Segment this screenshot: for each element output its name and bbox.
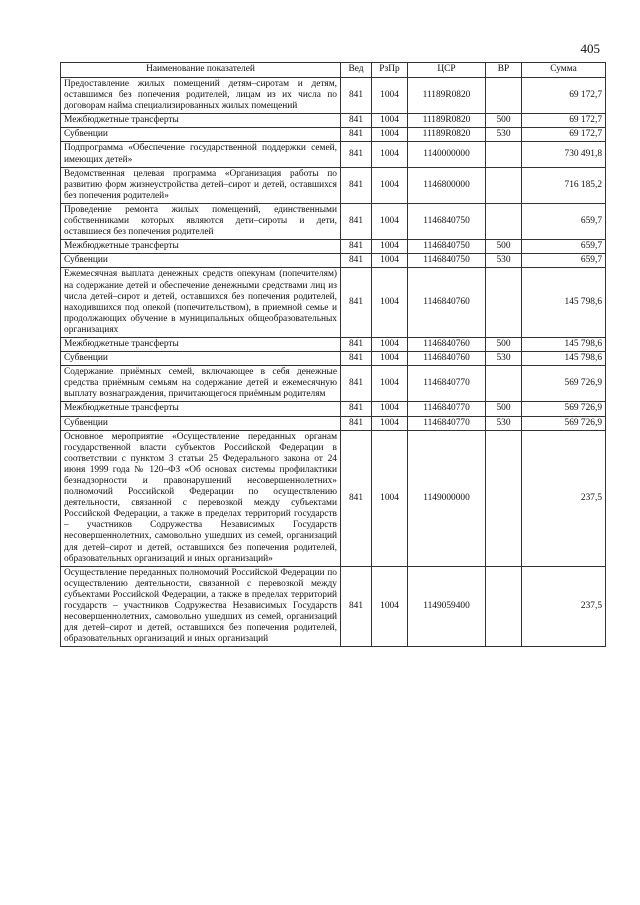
row-vr: 530 bbox=[486, 254, 522, 268]
row-csr: 1146840770 bbox=[408, 402, 486, 416]
row-ved: 841 bbox=[341, 128, 372, 142]
row-rzpr: 1004 bbox=[372, 240, 408, 254]
table-row bbox=[61, 240, 606, 254]
row-vr: 500 bbox=[486, 337, 522, 351]
row-name: Предоставление жилых помещений детям–сиротам и детям, оставшимся без попечения родителей, лицам из их числа по договорам найма специализированных жилых помещений bbox=[61, 78, 341, 114]
row-csr: 1140000000 bbox=[408, 142, 486, 167]
row-sum: 716 185,2 bbox=[522, 167, 606, 203]
page-number: 405 bbox=[580, 41, 600, 56]
row-csr: 11189R0820 bbox=[408, 114, 486, 128]
row-sum: 659,7 bbox=[522, 240, 606, 254]
header-ved: Вед bbox=[341, 63, 372, 78]
row-name: Межбюджетные трансферты bbox=[61, 240, 341, 254]
row-sum: 145 798,6 bbox=[522, 337, 606, 351]
row-name: Субвенции bbox=[61, 352, 341, 366]
row-vr bbox=[486, 268, 522, 338]
row-vr bbox=[486, 142, 522, 167]
row-csr: 1146840770 bbox=[408, 416, 486, 430]
row-ved: 841 bbox=[341, 114, 372, 128]
row-name: Межбюджетные трансферты bbox=[61, 114, 341, 128]
table-row bbox=[61, 352, 606, 366]
row-ved: 841 bbox=[341, 142, 372, 167]
row-rzpr: 1004 bbox=[372, 366, 408, 402]
row-sum: 145 798,6 bbox=[522, 268, 606, 338]
row-name: Подпрограмма «Обеспечение государственной поддержки семей, имеющих детей» bbox=[61, 142, 341, 167]
row-csr: 1146840770 bbox=[408, 366, 486, 402]
header-sum: Сумма bbox=[522, 63, 606, 78]
table-row bbox=[61, 142, 606, 167]
row-rzpr: 1004 bbox=[372, 566, 408, 647]
row-rzpr: 1004 bbox=[372, 416, 408, 430]
row-vr: 530 bbox=[486, 352, 522, 366]
table-row bbox=[61, 78, 606, 114]
row-sum: 659,7 bbox=[522, 203, 606, 239]
row-name: Субвенции bbox=[61, 416, 341, 430]
row-rzpr: 1004 bbox=[372, 352, 408, 366]
row-rzpr: 1004 bbox=[372, 203, 408, 239]
table-row bbox=[61, 566, 606, 647]
row-name: Субвенции bbox=[61, 128, 341, 142]
header-name: Наименование показателей bbox=[61, 63, 341, 78]
row-vr bbox=[486, 366, 522, 402]
row-sum: 69 172,7 bbox=[522, 114, 606, 128]
row-sum: 569 726,9 bbox=[522, 416, 606, 430]
table-row bbox=[61, 114, 606, 128]
budget-table bbox=[60, 62, 606, 647]
row-vr: 500 bbox=[486, 114, 522, 128]
row-csr: 1149000000 bbox=[408, 430, 486, 566]
row-vr: 530 bbox=[486, 416, 522, 430]
row-vr bbox=[486, 167, 522, 203]
row-name: Субвенции bbox=[61, 254, 341, 268]
row-name: Ежемесячная выплата денежных средств опекунам (попечителям) на содержание детей и обеспечение денежными средствами лиц из числа детей–сирот и детей, оставшихся без попечения родителей, находившихся под опекой (попечительством), в приемной семье и продолжающих обучение в муниципальных общеобразовательных организациях bbox=[61, 268, 341, 338]
row-sum: 730 491,8 bbox=[522, 142, 606, 167]
row-rzpr: 1004 bbox=[372, 167, 408, 203]
row-vr bbox=[486, 430, 522, 566]
row-sum: 145 798,6 bbox=[522, 352, 606, 366]
table-header-row bbox=[61, 63, 606, 78]
table-row bbox=[61, 366, 606, 402]
row-rzpr: 1004 bbox=[372, 114, 408, 128]
row-ved: 841 bbox=[341, 78, 372, 114]
row-rzpr: 1004 bbox=[372, 254, 408, 268]
table-row bbox=[61, 128, 606, 142]
row-vr: 500 bbox=[486, 240, 522, 254]
row-vr: 530 bbox=[486, 128, 522, 142]
row-csr: 11189R0820 bbox=[408, 78, 486, 114]
row-name: Содержание приёмных семей, включающее в себя денежные средства приёмным семьям на содержание детей и ежемесячную выплату вознаграждения, причитающегося приёмным родителям bbox=[61, 366, 341, 402]
row-csr: 1146840750 bbox=[408, 240, 486, 254]
table-row bbox=[61, 268, 606, 338]
row-ved: 841 bbox=[341, 240, 372, 254]
row-csr: 1146840760 bbox=[408, 268, 486, 338]
row-name: Осуществление переданных полномочий Российской Федерации по осуществлению деятельности, связанной с перевозкой между субъектами Российской Федерации, а также в пределах территорий государств – участников Содружества Независимых Государств несовершеннолетних, самовольно ушедших из семей, организаций для детей–сирот и детей, оставшихся без попечения родителей, образовательных организаций и иных организаций bbox=[61, 566, 341, 647]
row-csr: 1149059400 bbox=[408, 566, 486, 647]
row-csr: 1146840750 bbox=[408, 203, 486, 239]
row-name: Ведомственная целевая программа «Организация работы по развитию форм жизнеустройства детей–сирот и детей, оставшихся без попечения родителей» bbox=[61, 167, 341, 203]
row-sum: 237,5 bbox=[522, 566, 606, 647]
row-sum: 69 172,7 bbox=[522, 128, 606, 142]
header-rzpr: РзПр bbox=[372, 63, 408, 78]
table-row bbox=[61, 254, 606, 268]
row-sum: 69 172,7 bbox=[522, 78, 606, 114]
table-row bbox=[61, 337, 606, 351]
row-ved: 841 bbox=[341, 430, 372, 566]
table-row bbox=[61, 416, 606, 430]
table-row bbox=[61, 167, 606, 203]
row-sum: 237,5 bbox=[522, 430, 606, 566]
table-row bbox=[61, 203, 606, 239]
row-ved: 841 bbox=[341, 268, 372, 338]
row-ved: 841 bbox=[341, 352, 372, 366]
row-sum: 659,7 bbox=[522, 254, 606, 268]
row-ved: 841 bbox=[341, 254, 372, 268]
row-rzpr: 1004 bbox=[372, 430, 408, 566]
row-rzpr: 1004 bbox=[372, 78, 408, 114]
row-rzpr: 1004 bbox=[372, 268, 408, 338]
row-ved: 841 bbox=[341, 402, 372, 416]
row-name: Межбюджетные трансферты bbox=[61, 402, 341, 416]
row-csr: 1146840750 bbox=[408, 254, 486, 268]
table-row bbox=[61, 402, 606, 416]
row-vr bbox=[486, 203, 522, 239]
row-csr: 11189R0820 bbox=[408, 128, 486, 142]
row-csr: 1146840760 bbox=[408, 337, 486, 351]
row-sum: 569 726,9 bbox=[522, 402, 606, 416]
table-row bbox=[61, 430, 606, 566]
row-name: Межбюджетные трансферты bbox=[61, 337, 341, 351]
row-csr: 1146800000 bbox=[408, 167, 486, 203]
row-name: Основное мероприятие «Осуществление переданных органам государственной власти субъектов Российской Федерации в соответствии с пунктом 3 статьи 25 Федерального закона от 24 июня 1999 года № 120–ФЗ «Об основах системы профилактики безнадзорности и правонарушений несовершеннолетних» полномочий Российской Федерации по осуществлению деятельности, связанной с перевозкой между субъектами Российской Федерации, а также в пределах территорий государств – участников Содружества Независимых Государств несовершеннолетних, самовольно ушедших из семей, организаций для детей–сирот и детей, оставшихся без попечения родителей, образовательных организаций и иных организаций» bbox=[61, 430, 341, 566]
row-ved: 841 bbox=[341, 416, 372, 430]
row-name: Проведение ремонта жилых помещений, единственными собственниками которых являются дети–сироты и дети, оставшиеся без попечения родителей bbox=[61, 203, 341, 239]
row-ved: 841 bbox=[341, 566, 372, 647]
header-vr: ВР bbox=[486, 63, 522, 78]
row-rzpr: 1004 bbox=[372, 337, 408, 351]
row-vr bbox=[486, 566, 522, 647]
row-rzpr: 1004 bbox=[372, 128, 408, 142]
row-rzpr: 1004 bbox=[372, 402, 408, 416]
row-sum: 569 726,9 bbox=[522, 366, 606, 402]
row-rzpr: 1004 bbox=[372, 142, 408, 167]
row-ved: 841 bbox=[341, 337, 372, 351]
row-ved: 841 bbox=[341, 167, 372, 203]
header-csr: ЦСР bbox=[408, 63, 486, 78]
row-ved: 841 bbox=[341, 203, 372, 239]
row-vr: 500 bbox=[486, 402, 522, 416]
row-ved: 841 bbox=[341, 366, 372, 402]
row-csr: 1146840760 bbox=[408, 352, 486, 366]
row-vr bbox=[486, 78, 522, 114]
